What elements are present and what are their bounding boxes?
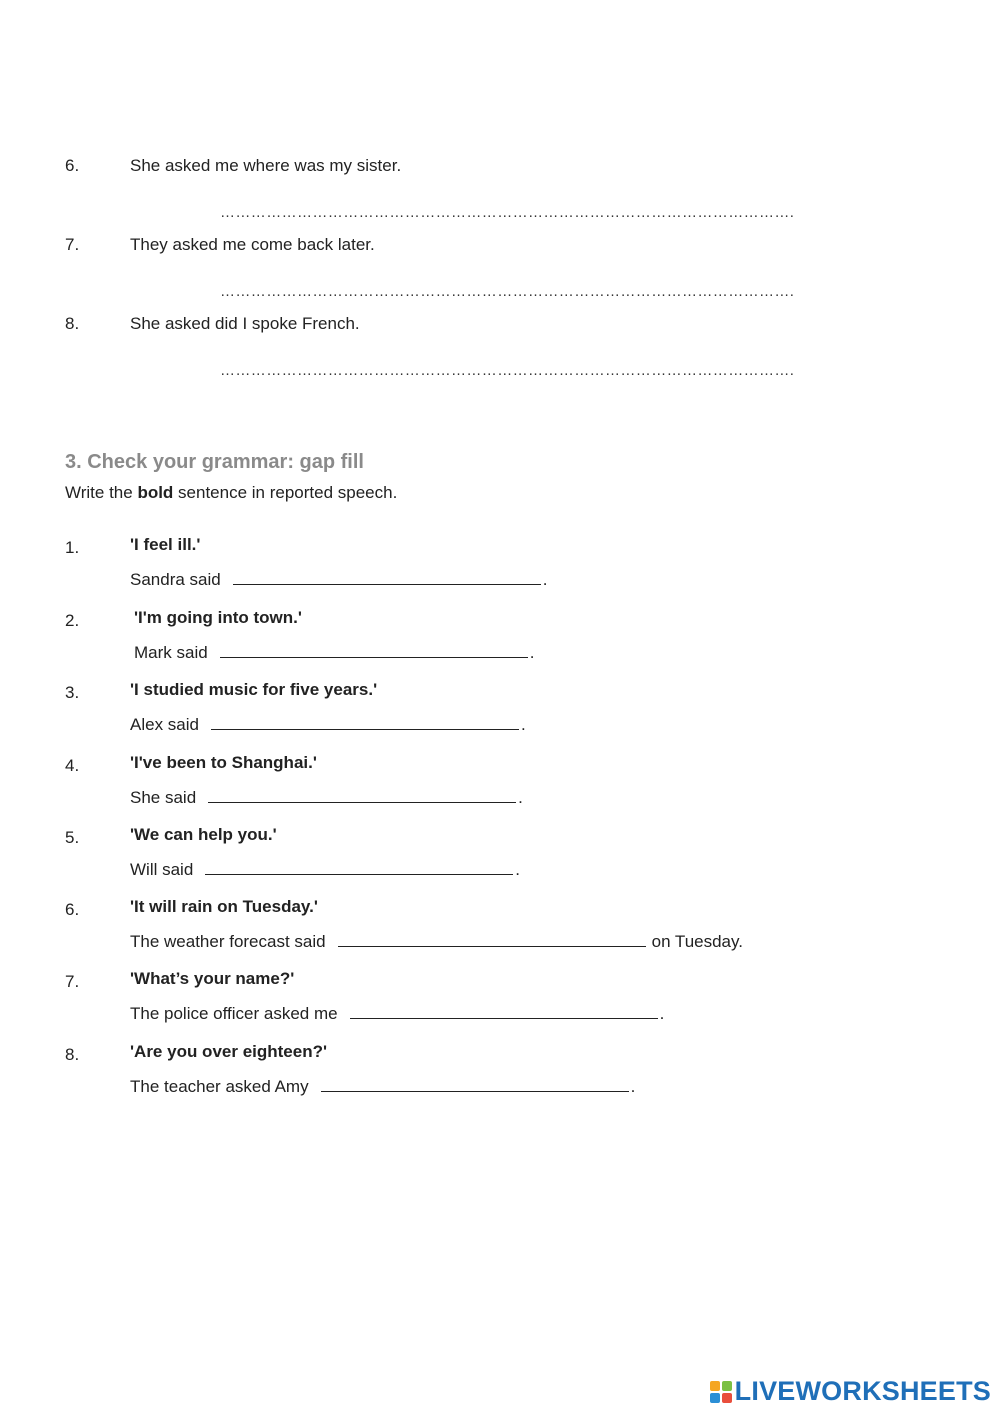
prompt-line xyxy=(130,713,526,735)
correction-item-8 xyxy=(65,314,925,344)
bold-quote: 'It will rain on Tuesday.' xyxy=(130,897,318,916)
gap-fill-item-5 xyxy=(65,825,925,895)
bold-quote: 'I studied music for five years.' xyxy=(130,680,378,699)
prompt-after: . xyxy=(529,643,535,662)
bold-quote: 'I've been to Shanghai.' xyxy=(130,753,317,772)
item-number: 1. xyxy=(65,538,80,557)
answer-line[interactable]: …………………………………………………………………………………………………. xyxy=(220,204,795,221)
item-number: 4. xyxy=(65,756,80,775)
prompt-line xyxy=(130,858,520,880)
prompt-after: . xyxy=(542,570,548,589)
gap-fill-item-1 xyxy=(65,535,925,605)
incorrect-sentence: She asked me where was my sister. xyxy=(130,156,402,175)
bold-quote: 'I feel ill.' xyxy=(130,535,201,554)
prompt-text: Sandra said xyxy=(130,570,221,589)
incorrect-sentence: They asked me come back later. xyxy=(130,235,375,254)
item-number: 8. xyxy=(65,314,80,333)
item-number: 6. xyxy=(65,156,80,175)
answer-blank[interactable] xyxy=(211,713,519,730)
item-number: 2. xyxy=(65,611,80,630)
answer-blank[interactable] xyxy=(220,641,528,658)
prompt-after: . xyxy=(518,788,523,807)
incorrect-sentence: She asked did I spoke French. xyxy=(130,314,360,333)
bold-quote: 'We can help you.' xyxy=(130,825,277,844)
prompt-line xyxy=(130,930,743,952)
correction-item-7 xyxy=(65,235,925,265)
instruction-after: sentence in reported speech. xyxy=(173,483,398,502)
gap-fill-item-7 xyxy=(65,969,925,1039)
item-number: 5. xyxy=(65,828,80,847)
brand-name: LIVEWORKSHEETS xyxy=(734,1376,991,1406)
answer-blank[interactable] xyxy=(321,1075,629,1092)
prompt-line xyxy=(130,1075,635,1097)
item-number: 8. xyxy=(65,1045,80,1064)
bold-quote: 'What’s your name?' xyxy=(130,969,295,988)
liveworksheets-logo-icon xyxy=(710,1381,732,1403)
prompt-after: on Tuesday. xyxy=(651,932,743,951)
section-title: 3. Check your grammar: gap fill xyxy=(65,451,364,473)
answer-blank[interactable] xyxy=(350,1002,658,1019)
answer-line[interactable]: …………………………………………………………………………………………………. xyxy=(220,283,795,300)
answer-line[interactable]: …………………………………………………………………………………………………. xyxy=(220,362,795,379)
prompt-line xyxy=(130,568,547,590)
correction-item-6 xyxy=(65,156,925,186)
brand-logo[interactable] xyxy=(710,1376,991,1407)
prompt-text: Alex said xyxy=(130,715,199,734)
answer-blank[interactable] xyxy=(338,930,646,947)
prompt-after: . xyxy=(520,715,526,734)
prompt-line xyxy=(134,641,534,663)
item-number: 6. xyxy=(65,900,80,919)
answer-blank[interactable] xyxy=(208,786,516,803)
instruction-before: Write the xyxy=(65,483,138,502)
prompt-line xyxy=(130,1002,664,1024)
gap-fill-item-2 xyxy=(65,608,925,678)
item-number: 7. xyxy=(65,972,80,991)
prompt-text: The weather forecast said xyxy=(130,932,326,951)
prompt-text: The police officer asked me xyxy=(130,1004,338,1023)
prompt-text: She said xyxy=(130,788,197,807)
gap-fill-item-3 xyxy=(65,680,925,750)
prompt-after: . xyxy=(515,860,521,879)
prompt-line xyxy=(130,786,523,808)
prompt-text: Will said xyxy=(130,860,194,879)
answer-blank[interactable] xyxy=(205,858,513,875)
bold-quote: 'I'm going into town.' xyxy=(134,608,302,627)
gap-fill-item-4 xyxy=(65,753,925,823)
prompt-text: Mark said xyxy=(134,643,208,662)
item-number: 7. xyxy=(65,235,80,254)
item-number: 3. xyxy=(65,683,80,702)
gap-fill-item-8 xyxy=(65,1042,925,1112)
bold-quote: 'Are you over eighteen?' xyxy=(130,1042,328,1061)
instruction-bold: bold xyxy=(137,483,174,502)
gap-fill-item-6 xyxy=(65,897,925,967)
answer-blank[interactable] xyxy=(233,568,541,585)
prompt-after: . xyxy=(630,1077,636,1096)
prompt-after: . xyxy=(659,1004,665,1023)
instruction xyxy=(65,483,397,503)
prompt-text: The teacher asked Amy xyxy=(130,1077,309,1096)
